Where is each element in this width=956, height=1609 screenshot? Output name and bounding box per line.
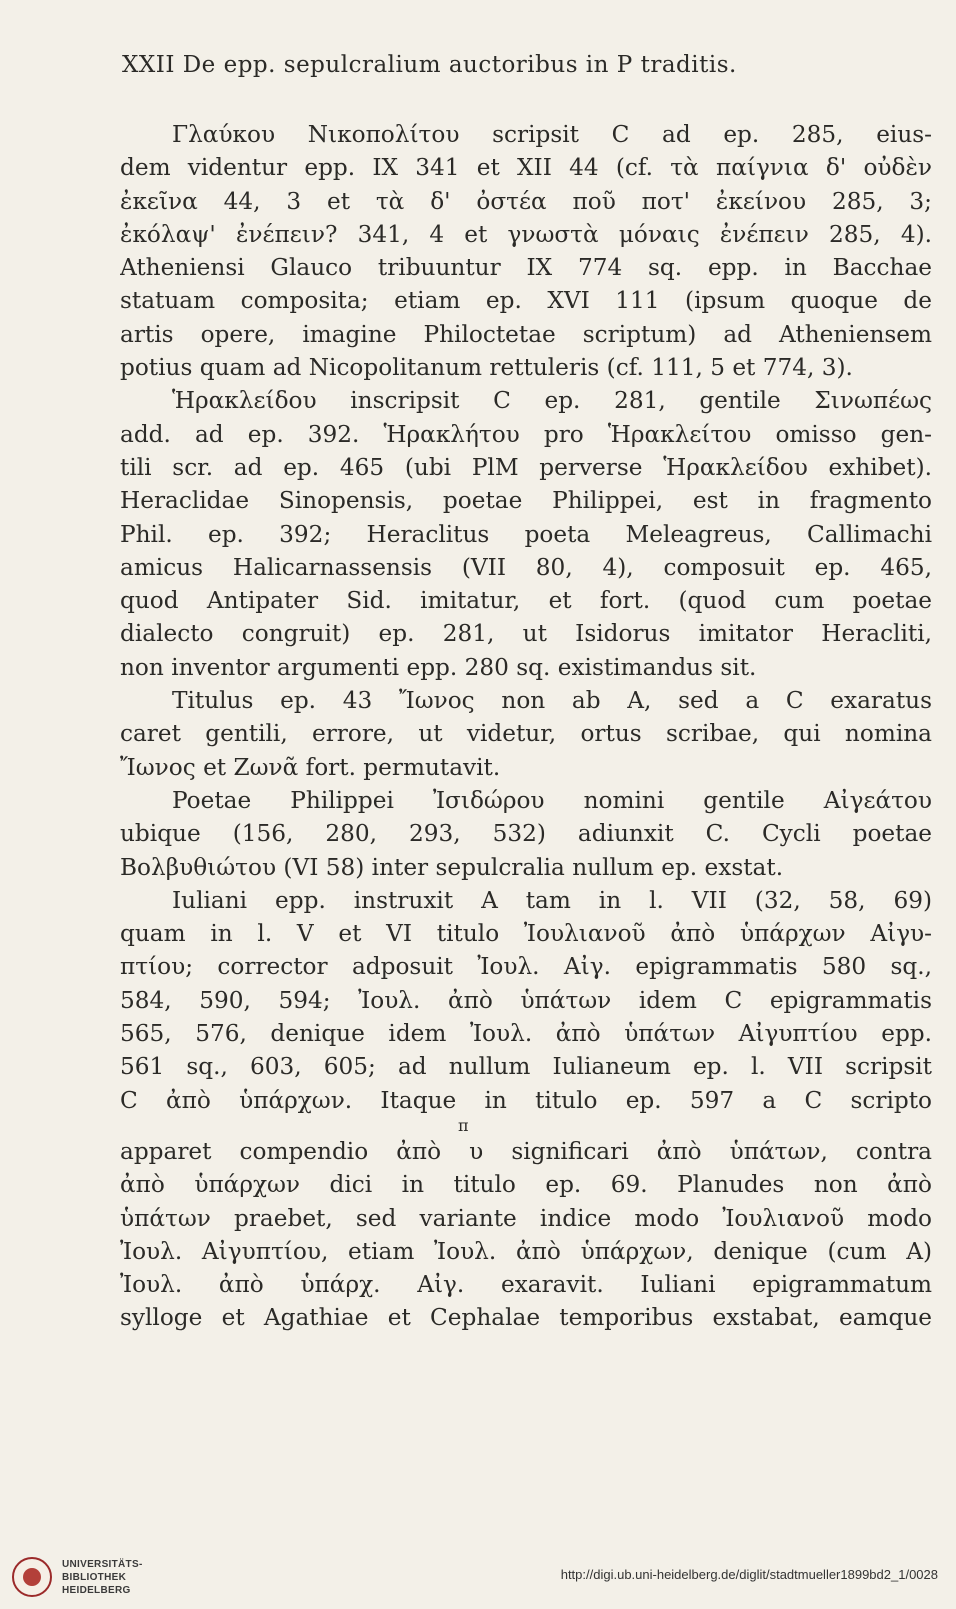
text-line: non inventor argumenti epp. 280 sq. existimandus sit. <box>120 653 757 681</box>
text-line: Iuliani epp. instruxit A tam in l. VII (32, 58, 69) <box>172 886 932 914</box>
running-head: XXII De epp. sepulcralium auctoribus in P traditis. <box>122 52 737 78</box>
text-line: sylloge et Agathiae et Cephalae temporibus exstabat, eamque <box>120 1304 932 1332</box>
logo-text <box>62 1558 143 1597</box>
text-line: dem videntur epp. IX 341 et XII 44 (cf. τὰ παίγνια δ' οὐδὲν <box>120 154 932 182</box>
text-line: dialecto congruit) ep. 281, ut Isidorus imitator Heracliti, <box>120 620 932 648</box>
text-line: Titulus ep. 43 Ἴωνος non ab A, sed a C exaratus <box>172 687 932 715</box>
text-line: 584, 590, 594; Ἰουλ. ἀπὸ ὑπάτων idem C epigrammatis <box>120 986 932 1014</box>
text-line: quod Antipater Sid. imitatur, et fort. (quod cum poetae <box>120 587 932 615</box>
text-line: Βολβυθιώτου (VI 58) inter sepulcralia nullum ep. exstat. <box>120 853 784 881</box>
text-line: Ἴωνος et Ζωνᾶ fort. permutavit. <box>120 753 501 781</box>
text-line: 565, 576, denique idem Ἰουλ. ἀπὸ ὑπάτων Αἰγυπτίου epp. <box>120 1020 932 1048</box>
text-line: Atheniensi Glauco tribuuntur IX 774 sq. epp. in Bacchae <box>120 254 932 282</box>
superscript-pi: π <box>458 1116 469 1135</box>
text-line: ἀπὸ ὑπάρχων dici in titulo ep. 69. Planudes non ἀπὸ <box>120 1171 932 1199</box>
text-line: Ἰουλ. ἀπὸ ὑπάρχ. Αἰγ. exaravit. Iuliani epigrammatum <box>120 1271 932 1299</box>
text-line: 561 sq., 603, 605; ad nullum Iulianeum ep. l. VII scripsit <box>120 1053 932 1081</box>
seal-icon <box>12 1557 52 1597</box>
logo-line: BIBLIOTHEK <box>62 1572 127 1583</box>
superscript-line <box>120 1117 932 1135</box>
text-line: artis opere, imagine Philoctetae scriptum) ad Atheniensem <box>120 320 932 348</box>
text-line: ἐκεῖνα 44, 3 et τὰ δ' ὀστέα ποῦ ποτ' ἐκείνου 285, 3; <box>120 187 932 215</box>
text-line: Poetae Philippei Ἰσιδώρου nomini gentile Αἰγεάτου <box>172 786 932 814</box>
text-line: Γλαύκου Νικοπολίτου scripsit C ad ep. 285, eius- <box>172 121 932 148</box>
text-line: caret gentili, errore, ut videtur, ortus scribae, qui nomina <box>120 720 932 748</box>
text-line: ἐκόλαψ' ἐνέπειν? 341, 4 et γνωστὰ μόναις ἐνέπειν 285, 4). <box>120 220 932 248</box>
text-line: apparet compendio ἀπὸ υ significari ἀπὸ ὑπάτων, contra <box>120 1137 932 1165</box>
text-line: tili scr. ad ep. 465 (ubi PlM perverse Ἡρακλείδου exhibet). <box>120 453 932 481</box>
logo-line: UNIVERSITÄTS- <box>62 1559 143 1570</box>
text-line: add. ad ep. 392. Ἡρακλήτου pro Ἡρακλείτου omisso gen- <box>120 420 932 448</box>
text-line: quam in l. V et VI titulo Ἰουλιανοῦ ἀπὸ ὑπάρχων Αἰγυ- <box>120 920 932 948</box>
text-line: Phil. ep. 392; Heraclitus poeta Meleagreus, Callimachi <box>120 520 932 548</box>
page-footer <box>0 1545 956 1609</box>
text-line: πτίου; corrector adposuit Ἰουλ. Αἰγ. epigrammatis 580 sq., <box>120 953 932 981</box>
text-line: C ἀπὸ ὑπάρχων. Itaque in titulo ep. 597 a C scripto <box>120 1086 932 1114</box>
text-line: amicus Halicarnassensis (VII 80, 4), composuit ep. 465, <box>120 553 932 581</box>
text-line: statuam composita; etiam ep. XVI 111 (ipsum quoque de <box>120 287 932 315</box>
text-line: Ἡρακλείδου inscripsit C ep. 281, gentile Σινωπέως <box>172 387 932 415</box>
library-logo <box>12 1555 182 1601</box>
text-line: ὑπάτων praebet, sed variante indice modo Ἰουλιανοῦ modo <box>120 1204 932 1232</box>
text-line: Heraclidae Sinopensis, poetae Philippei, est in fragmento <box>120 487 932 515</box>
text-line: Ἰουλ. Αἰγυπτίου, etiam Ἰουλ. ἀπὸ ὑπάρχων, denique (cum A) <box>120 1237 932 1265</box>
logo-line: HEIDELBERG <box>62 1585 131 1596</box>
text-line: potius quam ad Nicopolitanum rettuleris (cf. 111, 5 et 774, 3). <box>120 354 853 382</box>
source-url: http://digi.ub.uni-heidelberg.de/diglit/stadtmueller1899bd2_1/0028 <box>560 1567 938 1582</box>
text-line: ubique (156, 280, 293, 532) adiunxit C. Cycli poetae <box>120 820 932 848</box>
body-text <box>120 118 932 1335</box>
